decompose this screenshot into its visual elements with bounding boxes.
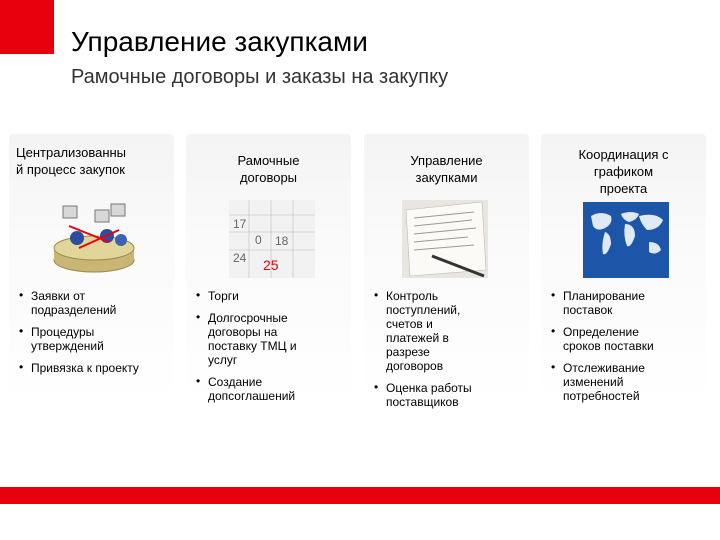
bullet-icon: • — [551, 324, 556, 338]
column-heading: Управление закупками — [410, 153, 483, 185]
list-item: • Заявки от подразделений — [19, 288, 117, 317]
svg-text:17: 17 — [233, 217, 247, 231]
bullet-icon: • — [374, 380, 379, 394]
list-item: • Привязка к проекту — [19, 360, 139, 375]
list-item: • Создание допсоглашений — [196, 374, 296, 403]
column-framework-agreements — [186, 134, 351, 402]
svg-text:18: 18 — [275, 234, 289, 248]
list-item: • Торги — [196, 288, 239, 303]
list-item: • Отслеживание изменений потребностей — [551, 360, 645, 403]
column-list — [15, 289, 168, 383]
page-subtitle: Рамочные договоры и заказы на закупку — [71, 66, 449, 88]
column-procurement-management — [364, 134, 529, 409]
bullet-icon: • — [374, 288, 379, 302]
bullet-icon: • — [196, 288, 201, 302]
bullet-icon: • — [196, 310, 201, 324]
column-heading: Централизованны й процесс закупок — [16, 145, 127, 177]
column-list — [547, 289, 700, 411]
world-map-image — [583, 202, 669, 278]
column-centralized-procurement — [9, 134, 174, 402]
list-item: • Процедуры утверждений — [19, 324, 104, 353]
bullet-icon: • — [196, 374, 201, 388]
column-list — [370, 289, 523, 417]
page-title: Управление закупками — [71, 26, 368, 57]
list-item: • Определение сроков поставки — [551, 324, 654, 353]
bullet-icon: • — [19, 288, 24, 302]
column-heading: Координация с графиком проекта — [578, 147, 669, 196]
list-item: • Контроль поступлений, счетов и платежей в разрезе договоров — [374, 288, 461, 373]
svg-text:25: 25 — [263, 257, 279, 273]
footer-red-bar — [0, 487, 720, 504]
bullet-icon: • — [551, 360, 556, 374]
calendar-pages-image — [229, 200, 315, 278]
column-list — [192, 289, 345, 411]
list-item: • Оценка работы поставщиков — [374, 380, 472, 409]
column-project-schedule-coordination — [541, 134, 706, 402]
bullet-icon: • — [19, 324, 24, 338]
svg-text:24: 24 — [233, 251, 247, 265]
brand-red-square — [0, 0, 54, 54]
column-heading: Рамочные договоры — [237, 153, 300, 185]
bullet-icon: • — [551, 288, 556, 302]
bullet-icon: • — [19, 360, 24, 374]
list-item: • Долгосрочные договоры на поставку ТМЦ и услуг — [196, 310, 297, 367]
svg-text:0: 0 — [255, 233, 262, 247]
network-users-icon — [49, 200, 139, 278]
list-item: • Планирование поставок — [551, 288, 645, 317]
documents-pen-image — [402, 200, 488, 278]
